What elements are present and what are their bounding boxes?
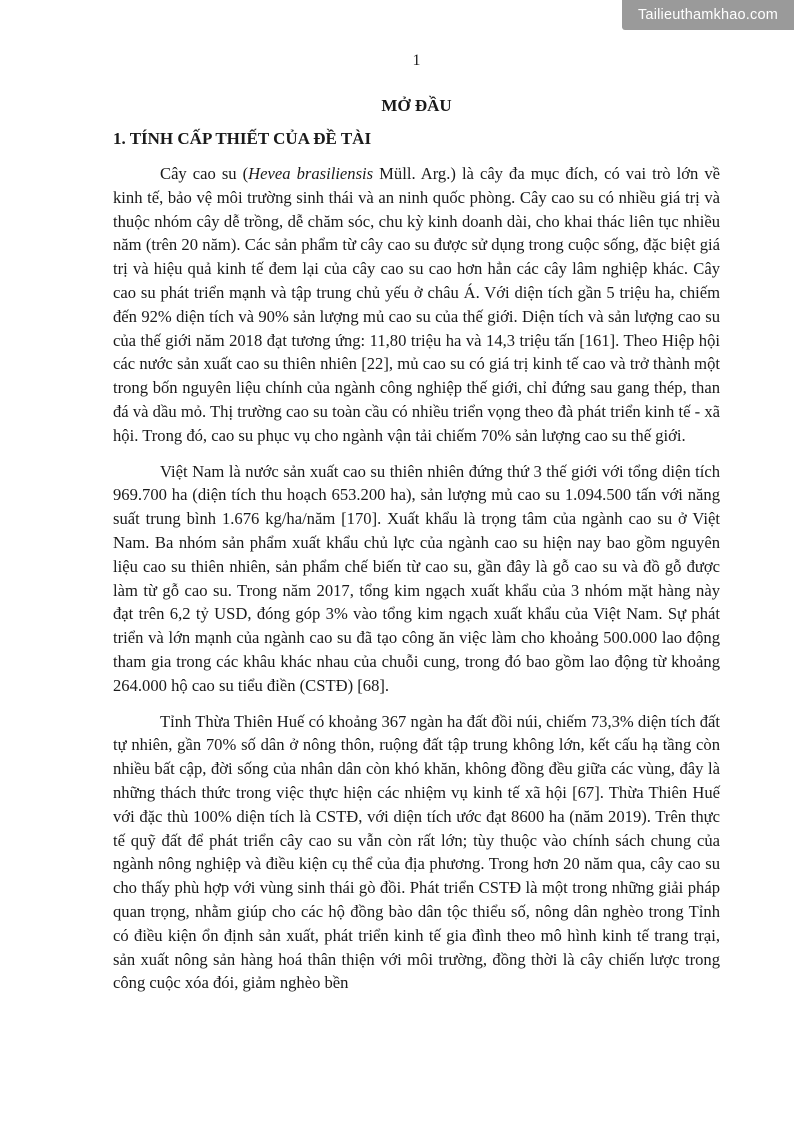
paragraph-2: Việt Nam là nước sản xuất cao su thiên nhiên đứng thứ 3 thế giới với tổng diện tích 969.700 ha (diện tích thu hoạch 653.200 ha), sản lượng mủ cao su 1.094.500 tấn với năng suất trung bình 1.676 kg/ha/năm [170]. Xuất khẩu là trọng tâm của ngành cao su ở Việt Nam. Ba nhóm sản phẩm xuất khẩu chủ lực của ngành cao su hiện nay bao gồm nguyên liệu cao su thiên nhiên, sản phẩm chế biến từ cao su, gần đây là gỗ cao su và đồ gỗ được làm từ gỗ cao su. Trong năm 2017, tổng kim ngạch xuất khẩu của 3 nhóm mặt hàng này đạt trên 6,2 tỷ USD, đóng góp 3% vào tổng kim ngạch xuất khẩu của Việt Nam. Sự phát triển và lớn mạnh của ngành cao su đã tạo công ăn việc làm cho khoảng 500.000 lao động tham gia trong các khâu khác nhau của chuỗi cung, trong đó bao gồm lao động từ khoảng 264.000 hộ cao su tiểu điền (CSTĐ) [68]. (113, 461, 720, 695)
species-name-italic: Hevea brasiliensis (248, 164, 374, 183)
paragraph-3: Tỉnh Thừa Thiên Huế có khoảng 367 ngàn ha đất đồi núi, chiếm 73,3% diện tích đất tự nhiên, gần 70% số dân ở nông thôn, ruộng đất tập trung không lớn, kết cấu hạ tầng còn nhiều bất cập, đời sống của nhân dân còn khó khăn, không đồng đều giữa các vùng, đây là những thách thức trong việc thực hiện các nhiệm vụ kinh tế xã hội [67]. Thừa Thiên Huế với đặc thù 100% diện tích là CSTĐ, với diện tích ước đạt 8600 ha (năm 2019). Trên thực tế quỹ đất để phát triển cây cao su vẫn còn rất lớn; tùy thuộc vào chính sách chung của ngành nông nghiệp và điều kiện cụ thể của địa phương. Trong hơn 20 năm qua, cây cao su cho thấy phù hợp với vùng sinh thái gò đồi. Phát triển CSTĐ là một trong những giải pháp quan trọng, nhằm giúp cho các hộ đồng bào dân tộc thiểu số, nông dân nghèo trong Tỉnh có điều kiện ổn định sản xuất, phát triển kinh tế gia đình theo mô hình kinh tế trang trại, sản xuất nông sản hàng hoá thân thiện với môi trường, đồng thời là cây chiến lược trong công cuộc xóa đói, giảm nghèo bền (113, 711, 720, 993)
section-heading: 1. TÍNH CẤP THIẾT CỦA ĐỀ TÀI (113, 129, 372, 148)
page-number: 1 (412, 52, 421, 69)
paragraph-1-lead: Cây cao su ( (160, 164, 249, 183)
watermark-text: Tailieuthamkhao.com (637, 7, 778, 23)
paragraph-1 (113, 162, 720, 448)
paragraph-1-rest: Müll. Arg.) là cây đa mục đích, có vai trò lớn về kinh tế, bảo vệ môi trường sinh thái và an ninh quốc phòng. Cây cao su có nhiều giá trị và thuộc nhóm cây dễ trồng, dễ chăm sóc, chu kỳ kinh doanh dài, cho khai thác liên tục nhiều năm (trên 20 năm). Các sản phẩm từ cây cao su được sử dụng trong cuộc sống, đặc biệt giá trị và hiệu quả kinh tế đem lại của cây cao su cao hơn hẳn các cây lâm nghiệp khác. Cây cao su phát triển mạnh và tập trung chủ yếu ở châu Á. Với diện tích gần 5 triệu ha, chiếm đến 92% diện tích và 90% sản lượng mủ cao su của thế giới. Diện tích và sản lượng cao su của thế giới năm 2018 đạt tương ứng: 11,80 triệu ha và 14,3 triệu tấn [161]. Theo Hiệp hội các nước sản xuất cao su thiên nhiên [22], mủ cao su có giá trị kinh tế cao và trở thành một trong bốn nguyên liệu chính của ngành công nghiệp thế giới, chỉ đứng sau gang thép, than đá và dầu mỏ. Thị trường cao su toàn cầu có nhiều triển vọng theo đà phát triển kinh tế - xã hội. Trong đó, cao su phục vụ cho ngành vận tải chiếm 70% sản lượng cao su thế giới. (113, 164, 720, 445)
watermark-badge[interactable] (622, 0, 794, 30)
chapter-title: MỞ ĐẦU (381, 96, 452, 115)
